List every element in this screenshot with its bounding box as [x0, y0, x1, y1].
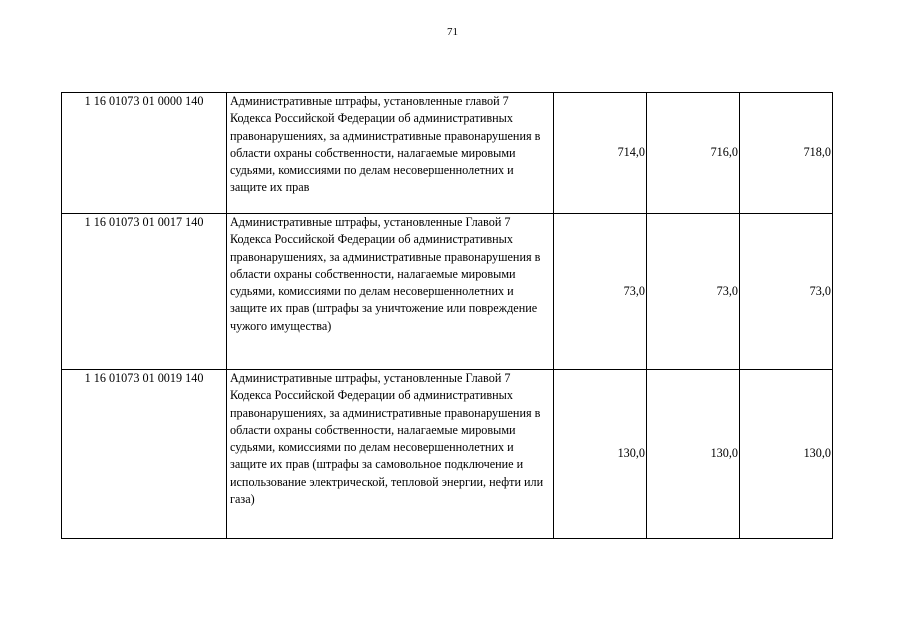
budget-code-cell: 1 16 01073 01 0019 140	[62, 370, 227, 539]
value-year-1-cell: 714,0	[554, 93, 647, 214]
description-cell: Административные штрафы, установленные главой 7 Кодекса Российской Федерации об административных правонарушениях, за административные правонарушения в области охраны собственности, налагаемые мировыми судьями, комиссиями по делам несовершеннолетних и защите их прав	[227, 93, 554, 214]
budget-code-cell: 1 16 01073 01 0017 140	[62, 214, 227, 370]
value-year-2-cell: 130,0	[647, 370, 740, 539]
value-year-3-cell: 73,0	[740, 214, 833, 370]
budget-code-cell: 1 16 01073 01 0000 140	[62, 93, 227, 214]
value-year-2-cell: 716,0	[647, 93, 740, 214]
value-year-2-cell: 73,0	[647, 214, 740, 370]
table-row	[62, 214, 833, 370]
value-year-1-cell: 73,0	[554, 214, 647, 370]
value-year-3-cell: 130,0	[740, 370, 833, 539]
budget-table	[61, 92, 833, 539]
table-row	[62, 370, 833, 539]
value-year-3-cell: 718,0	[740, 93, 833, 214]
table-row	[62, 93, 833, 214]
page-number: 71	[447, 26, 458, 38]
description-cell: Административные штрафы, установленные Главой 7 Кодекса Российской Федерации об административных правонарушениях, за административные правонарушения в области охраны собственности, налагаемые мировыми судьями, комиссиями по делам несовершеннолетних и защите их прав (штрафы за уничтожение или повреждение чужого имущества)	[227, 214, 554, 370]
description-cell: Административные штрафы, установленные Главой 7 Кодекса Российской Федерации об административных правонарушениях, за административные правонарушения в области охраны собственности, налагаемые мировыми судьями, комиссиями по делам несовершеннолетних и защите их прав (штрафы за самовольное подключение и использование электрической, тепловой энергии, нефти или газа)	[227, 370, 554, 539]
value-year-1-cell: 130,0	[554, 370, 647, 539]
